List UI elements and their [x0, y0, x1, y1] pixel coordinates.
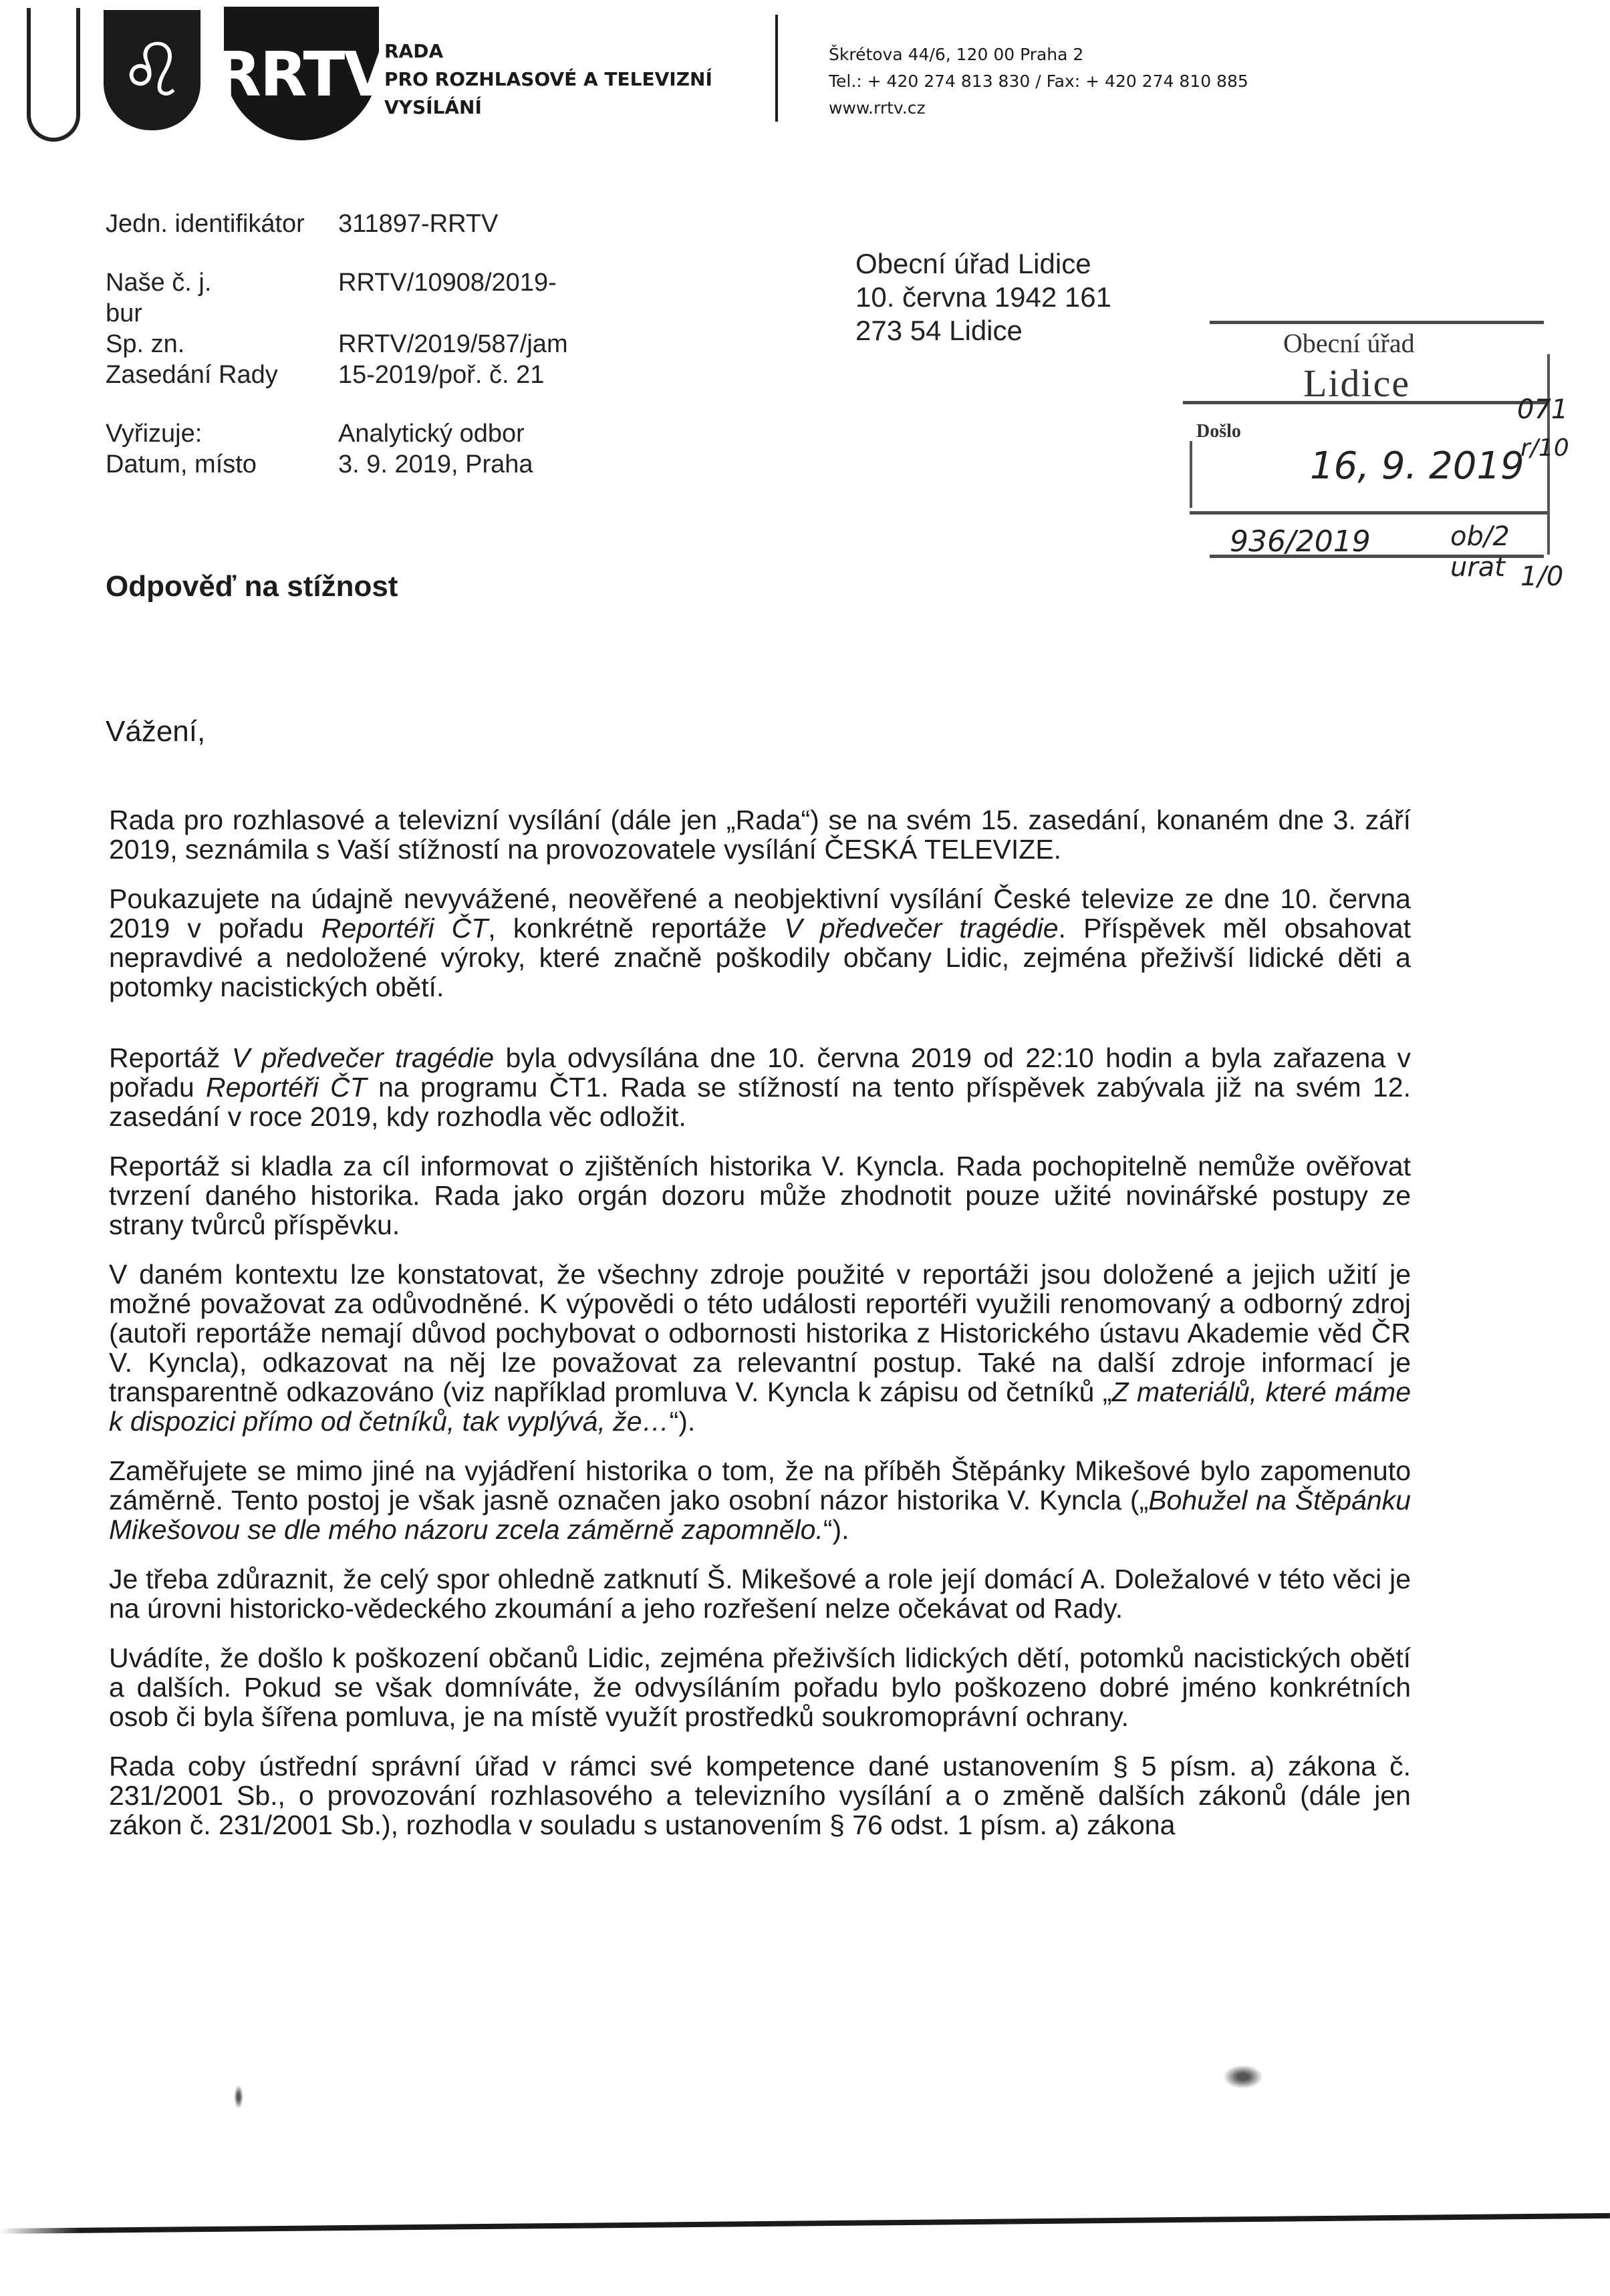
stamp-received-label: Došlo [1196, 421, 1241, 442]
header-divider [775, 15, 778, 122]
meta-value-continuation: bur [106, 299, 142, 327]
org-name-line: RADA [384, 40, 444, 62]
meta-label: Sp. zn. [106, 330, 185, 358]
meta-label: Vyřizuje: [106, 420, 203, 448]
meta-row-our-ref-continued [106, 298, 568, 329]
scan-edge-line [0, 2213, 1610, 2234]
paragraph-text: byla odvysílána dne 10. června 2019 od 22:10 hodin a byla zařazena v pořadu [109, 1042, 1411, 1103]
letter-subject: Odpověď na stížnost [106, 570, 398, 603]
stamp-title: Obecní úřad [1283, 328, 1415, 358]
meta-value: 15-2019/poř. č. 21 [338, 361, 545, 389]
meta-value: Analytický odbor [338, 420, 525, 448]
recipient-line: 273 54 Lidice [855, 315, 1023, 346]
scan-smudge [234, 2085, 243, 2109]
meta-row-file-ref [106, 329, 568, 360]
meta-value: RRTV/10908/2019- [338, 269, 557, 297]
meta-value: RRTV/2019/587/jam [338, 330, 568, 358]
meta-row-identifier [106, 208, 568, 239]
org-name-line: PRO ROZHLASOVÉ A TELEVIZNÍ [384, 68, 712, 90]
rrtv-logo-text: RRTV [214, 39, 390, 110]
contact-block [829, 41, 1248, 122]
stamp-side-mark: 1/0 [1520, 561, 1564, 592]
org-name-line: VYSÍLÁNÍ [384, 96, 482, 118]
paper-clip-mark [27, 8, 80, 142]
meta-value: 3. 9. 2019, Praha [338, 450, 533, 478]
stamp-received-date: 16, 9. 2019 [1310, 444, 1524, 488]
meta-label: Jedn. identifikátor [106, 210, 305, 238]
body-paragraph [109, 884, 1411, 1002]
meta-row-our-ref [106, 267, 568, 298]
body-paragraph [109, 805, 1411, 864]
stamp-town: Lidice [1303, 362, 1411, 405]
stamp-reference-number: 936/2019 [1230, 525, 1371, 559]
paragraph-text: na programu ČT1. Rada se stížností na tento příspěvek zabývala již na svém 12. zasedání v roce 2019, kdy rozhodla věc odložit. [109, 1072, 1411, 1132]
italic-title-text: Reportéři ČT [206, 1072, 367, 1103]
paragraph-text: Poukazujete na údajně nevyvážené, neověřené a neobjektivní vysílání České televize ze dne 10. června 2019 v pořadu [109, 883, 1411, 944]
paragraph-text: Uvádíte, že došlo k poškození občanů Lidic, zejména přeživších lidických dětí, potomků nacistických obětí a dalších. Pokud se však domníváte, že odvysíláním pořadu bylo poškozeno dobré jméno konkrétních osob či byla šířena pomluva, je na místě využít prostředků soukromoprávní ochrany. [109, 1642, 1411, 1732]
meta-row-session [106, 360, 568, 390]
paragraph-text: Zaměřujete se mimo jiné na vyjádření historika o tom, že na příběh Štěpánky Mikešové bylo zapomenuto záměrně. Tento postoj je však jasně označen jako osobní názor historika V. Kyncla („ [109, 1455, 1411, 1516]
paragraph-text: “). [669, 1406, 696, 1437]
paragraph-text: Reportáž si kladla za cíl informovat o zjištěních historika V. Kyncla. Rada pochopitelně nemůže ověřovat tvrzení daného historika. Rada jako orgán dozoru může zhodnotit pouze užité novinářské postupy ze strany tvůrců příspěvku. [109, 1151, 1411, 1240]
meta-value: 311897-RRTV [338, 210, 499, 238]
italic-title-text: Bohužel na Štěpánku Mikešovou se dle mého názoru zcela záměrně zapomnělo. [109, 1485, 1411, 1545]
received-stamp [1183, 321, 1569, 592]
body-paragraph [109, 1643, 1411, 1731]
body-paragraph [109, 1151, 1411, 1240]
recipient-line: 10. června 1942 161 [855, 281, 1111, 313]
contact-website-link[interactable]: www.rrtv.cz [829, 98, 926, 118]
italic-title-text: V předvečer tragédie [784, 913, 1059, 944]
stamp-side-mark: 071 [1517, 394, 1569, 425]
contact-address: Škrétova 44/6, 120 00 Praha 2 [829, 45, 1084, 64]
organization-name [384, 37, 712, 122]
stamp-side-mark: r/10 [1520, 434, 1569, 462]
italic-title-text: V předvečer tragédie [231, 1042, 495, 1073]
letter-body [109, 805, 1411, 1860]
italic-title-text: Reportéři ČT [321, 913, 489, 944]
paragraph-text: . Příspěvek měl obsahovat nepravdivé a nedoložené výroky, které značně poškodily občany Lidic, zejména přeživší lidické děti a potomky nacistických obětí. [109, 913, 1411, 1002]
czech-lion-coat-of-arms-icon: ♌ [104, 10, 200, 130]
meta-label: Zasedání Rady [106, 361, 278, 389]
body-paragraph [109, 1260, 1411, 1436]
recipient-line: Obecní úřad Lidice [855, 248, 1091, 279]
paragraph-text: Reportáž [109, 1042, 232, 1073]
stamp-handwritten-note: ob/2 urat [1450, 521, 1510, 583]
contact-phone-fax: Tel.: + 420 274 813 830 / Fax: + 420 274 810 885 [829, 71, 1248, 91]
letter-salutation: Vážení, [106, 715, 206, 748]
meta-label: Naše č. j. [106, 269, 212, 297]
meta-row-handled-by [106, 418, 568, 449]
body-paragraph [109, 1751, 1411, 1840]
paragraph-text: V daném kontextu lze konstatovat, že všechny zdroje použité v reportáži jsou doložené a jejich užití je možné považovat za odůvodněné. K výpovědi o této události reportéři využili renomovaný a odborný zdroj (autoři reportáže nemají důvod pochybovat o odbornosti historika z Historického ústavu Akademie věd ČR V. Kyncla), odkazovat na něj lze považovat za relevantní postup. Také na další zdroje informací je transparentně odkazováno (viz například promluva V. Kyncla k zápisu od četníků „ [109, 1259, 1411, 1407]
body-paragraph [109, 1564, 1411, 1623]
meta-label: Datum, místo [106, 450, 257, 478]
paragraph-text: Rada pro rozhlasové a televizní vysílání (dále jen „Rada“) se na svém 15. zasedání, konaném dne 3. září 2019, seznámila s Vaší stížností na provozovatele vysílání ČESKÁ TELEVIZE. [109, 805, 1411, 865]
meta-row-date-place [106, 449, 568, 480]
body-paragraph [109, 1456, 1411, 1544]
italic-title-text: Z materiálů, které máme k dispozici přímo od četníků, tak vyplývá, že… [109, 1377, 1411, 1437]
paragraph-text: Je třeba zdůraznit, že celý spor ohledně zatknutí Š. Mikešové a role její domácí A. Doležalové v této věci je na úrovni historicko-vědeckého zkoumání a jeho rozřešení nelze očekávat od Rady. [109, 1564, 1411, 1624]
body-paragraph [109, 1043, 1411, 1131]
scan-smudge [1223, 2065, 1263, 2089]
reference-meta-block [106, 208, 568, 480]
recipient-address [855, 247, 1111, 347]
paragraph-text: “). [823, 1514, 849, 1545]
paragraph-text: , konkrétně reportáže [488, 913, 785, 944]
paragraph-text: Rada coby ústřední správní úřad v rámci své kompetence dané ustanovením § 5 písm. a) zákona č. 231/2001 Sb., o provozování rozhlasového a televizního vysílání a o změně dalších zákonů (dále jen zákon č. 231/2001 Sb.), rozhodla v souladu s ustanovením § 76 odst. 1 písm. a) zákona [109, 1751, 1411, 1840]
